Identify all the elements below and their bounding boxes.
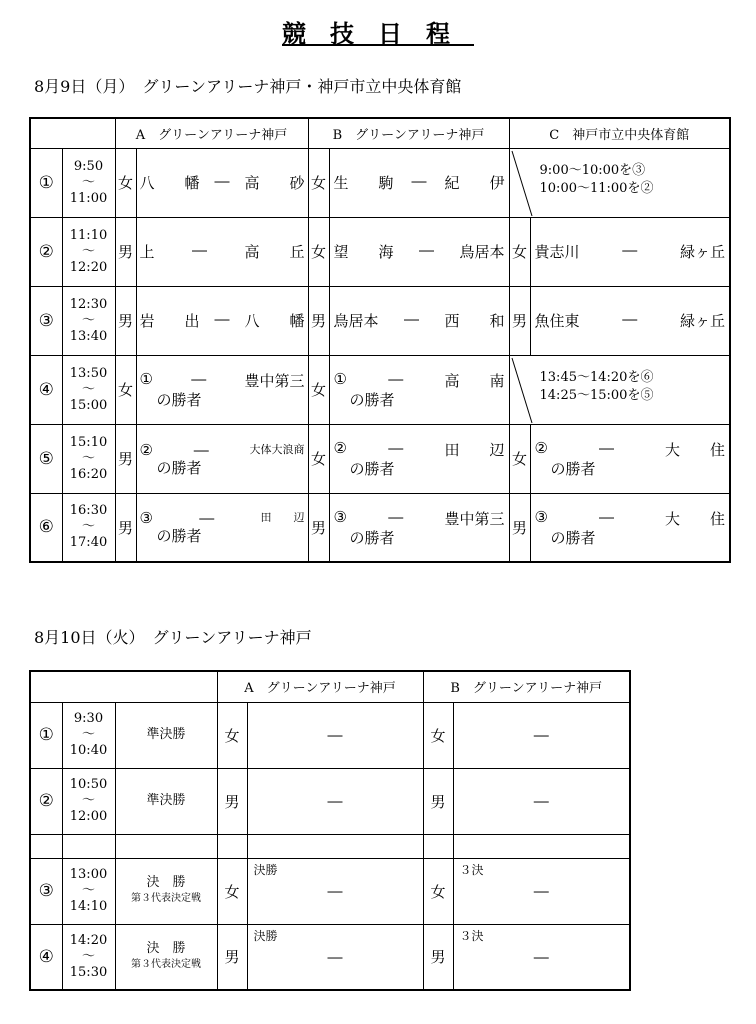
time-start: 15:10 [69,434,108,450]
gender: 女 [217,702,247,768]
time-end: 10:40 [69,743,108,758]
dash: ― [411,172,427,190]
time-start: 12:30 [69,296,108,312]
team-left: ③ [139,509,153,528]
result-court-b [453,768,630,834]
result-court-b [453,924,630,990]
result-value: ― [533,882,549,900]
stage-sub: 第３代表決定戦 [131,958,201,970]
spacer-row [30,834,630,858]
team-left: 上 [139,243,155,261]
stage [115,858,217,924]
dash: ― [388,370,404,388]
time-sep: ～ [81,793,95,808]
time-end: 12:20 [69,259,108,275]
gender: 男 [115,217,136,286]
gender: 男 [308,493,329,562]
dash: ― [622,241,638,259]
match-court-a [136,424,308,493]
gender: 男 [115,493,136,562]
header-court-c: C 神戸市立中央体育館 [509,118,730,148]
dash: ― [193,440,209,459]
team-left: ① [333,370,347,388]
day1-heading: 8月9日（月） グリーンアリーナ神戸・神戸市立中央体育館 [34,77,462,96]
slot-number: ④ [30,355,62,424]
gender: 女 [423,858,453,924]
result-label: 決勝 [253,862,278,877]
match-court-b [329,217,509,286]
result-court-a [247,858,423,924]
team-right: 紀 伊 [444,174,505,192]
time-sep: ～ [81,519,95,535]
gender: 女 [308,355,329,424]
team-right: 高 砂 [244,174,305,192]
result-value: ― [533,947,549,966]
header-court-b: B グリーンアリーナ神戸 [308,118,509,148]
day1-schedule-table [29,117,731,563]
team-right: 大 住 [665,441,726,459]
gender: 男 [115,424,136,493]
time-sep: ～ [81,450,95,466]
gender: 女 [423,702,453,768]
result-value: ― [533,726,549,744]
team-right: 鳥居本 [459,243,505,261]
note-line-2: 14:25～15:00を⑤ [539,387,654,403]
team-left: ② [333,439,347,457]
dash: ― [214,172,230,190]
time-end: 11:00 [69,190,108,206]
result-court-a [247,768,423,834]
stage-sub: 第３代表決定戦 [131,893,201,904]
winner-label: の勝者 [349,460,395,478]
table-row [30,924,630,990]
gender: 男 [509,286,530,355]
time-start: 16:30 [69,503,108,519]
team-left: 鳥居本 [333,312,379,330]
time-start: 13:50 [69,365,108,381]
time-slot [62,768,115,834]
team-left: ③ [534,507,548,526]
slot-number: ② [30,217,62,286]
time-sep: ～ [81,381,95,397]
time-start: 13:00 [69,867,108,882]
time-slot [62,217,115,286]
team-right: 高 南 [444,372,505,390]
time-slot [62,424,115,493]
dash: ― [191,370,207,388]
team-right: 高 丘 [244,243,305,261]
time-sep: ～ [81,174,95,190]
team-right: 大 住 [665,509,726,528]
table-row [30,355,730,424]
gender: 男 [308,286,329,355]
result-value: ― [327,726,343,744]
slot-number: ④ [30,924,62,990]
match-court-b [329,148,509,217]
table-row [30,493,730,562]
time-start: 9:30 [73,711,104,726]
winner-label: の勝者 [156,458,202,477]
dash: ― [214,310,230,328]
slot-number: ① [30,148,62,217]
match-court-c [530,286,730,355]
stage-name: 決 勝 [146,940,186,956]
table-row [30,702,630,768]
time-slot [62,148,115,217]
dash: ― [192,241,207,259]
team-left: ② [139,440,153,459]
winner-label: の勝者 [349,391,395,409]
slot-number: ⑤ [30,424,62,493]
time-end: 15:30 [69,964,108,980]
result-court-a [247,702,423,768]
winner-label: の勝者 [550,528,596,547]
result-court-a [247,924,423,990]
header-court-a: A グリーンアリーナ神戸 [115,118,308,148]
time-end: 12:00 [69,809,108,824]
team-right: 大体大浪商 [249,442,305,456]
team-left: 生 駒 [333,174,394,192]
dash: ― [404,310,420,328]
table-row [30,858,630,924]
result-value: ― [327,792,343,810]
gender: 女 [509,424,530,493]
team-left: 望 海 [333,243,394,261]
team-right: 西 和 [444,312,505,330]
gender: 男 [115,286,136,355]
match-court-a [136,355,308,424]
table-row [30,424,730,493]
time-slot [62,493,115,562]
result-label: ３決 [459,928,484,943]
team-right: 八 幡 [244,312,305,330]
slot-number: ⑥ [30,493,62,562]
team-right: 田 辺 [444,441,505,459]
time-end: 16:20 [69,466,108,482]
header-court-a: A グリーンアリーナ神戸 [217,671,423,702]
dash: ― [388,439,404,457]
dash: ― [419,241,435,259]
time-slot [62,858,115,924]
day2-heading: 8月10日（火） グリーンアリーナ神戸 [34,628,312,647]
gender: 男 [217,768,247,834]
time-sep: ～ [81,883,95,898]
stage-name: 準決勝 [146,727,186,742]
team-left: 魚住東 [534,312,580,330]
gender: 男 [423,924,453,990]
result-value: ― [327,947,343,966]
day2-schedule-table [29,670,631,991]
time-end: 15:00 [69,397,108,413]
winner-label: の勝者 [156,527,202,546]
header-blank [30,118,115,148]
team-left: ① [139,370,153,388]
gender: 女 [308,424,329,493]
dash: ― [622,310,638,328]
team-left: ② [534,439,548,457]
result-court-b [453,702,630,768]
time-sep: ～ [81,727,95,742]
table-row [30,768,630,834]
time-start: 14:20 [69,932,108,948]
slot-number: ③ [30,858,62,924]
time-end: 17:40 [69,535,108,551]
match-court-b [329,493,509,562]
result-value: ― [327,882,343,900]
team-right: 田 辺 [260,511,305,525]
header-blank [30,671,217,702]
gender: 女 [115,355,136,424]
court-c-note [509,148,730,217]
slot-number: ① [30,702,62,768]
team-right: 豊中第三 [444,509,505,528]
table-row [30,148,730,217]
stage [115,768,217,834]
time-slot [62,702,115,768]
time-start: 11:10 [69,227,108,243]
match-court-c [530,493,730,562]
gender: 男 [509,493,530,562]
gender: 女 [115,148,136,217]
slot-number: ② [30,768,62,834]
note-line-1: 9:00～10:00を③ [539,162,646,178]
dash: ― [388,507,404,526]
gender: 女 [217,858,247,924]
time-sep: ～ [81,243,95,259]
match-court-a [136,217,308,286]
winner-label: の勝者 [550,460,596,478]
match-court-c [530,424,730,493]
match-court-b [329,286,509,355]
match-court-b [329,355,509,424]
gender: 女 [308,148,329,217]
stage [115,924,217,990]
table-row [30,217,730,286]
court-c-note [509,355,730,424]
result-label: 決勝 [253,928,278,943]
team-right: 豊中第三 [244,372,305,390]
time-end: 14:10 [69,899,108,914]
time-start: 10:50 [69,777,108,792]
dash: ― [199,509,215,528]
note-line-2: 10:00～11:00を② [539,180,654,196]
match-court-a [136,286,308,355]
team-left: 八 幡 [139,174,200,192]
time-sep: ～ [81,948,95,964]
table-row [30,286,730,355]
stage [115,702,217,768]
page-title: 競技日程 [282,19,474,48]
time-slot [62,355,115,424]
winner-label: の勝者 [156,391,202,409]
time-slot [62,924,115,990]
header-court-b: B グリーンアリーナ神戸 [423,671,630,702]
time-start: 9:50 [73,158,104,174]
match-court-b [329,424,509,493]
team-left: ③ [333,507,347,526]
team-left: 岩 出 [139,312,200,330]
match-court-a [136,148,308,217]
result-court-b [453,858,630,924]
stage-name: 準決勝 [146,793,186,808]
team-left: 貴志川 [534,243,580,261]
gender: 男 [423,768,453,834]
result-value: ― [533,792,549,810]
match-court-a [136,493,308,562]
time-end: 13:40 [69,328,108,344]
team-right: 緑ヶ丘 [680,243,726,261]
result-label: ３決 [459,862,484,877]
dash: ― [598,439,614,457]
note-line-1: 13:45～14:20を⑥ [539,369,654,385]
stage-name: 決 勝 [146,875,186,890]
gender: 男 [217,924,247,990]
slot-number: ③ [30,286,62,355]
gender: 女 [509,217,530,286]
time-sep: ～ [81,312,95,328]
dash: ― [598,507,614,526]
match-court-c [530,217,730,286]
gender: 女 [308,217,329,286]
winner-label: の勝者 [349,528,395,547]
time-slot [62,286,115,355]
team-right: 緑ヶ丘 [680,312,726,330]
